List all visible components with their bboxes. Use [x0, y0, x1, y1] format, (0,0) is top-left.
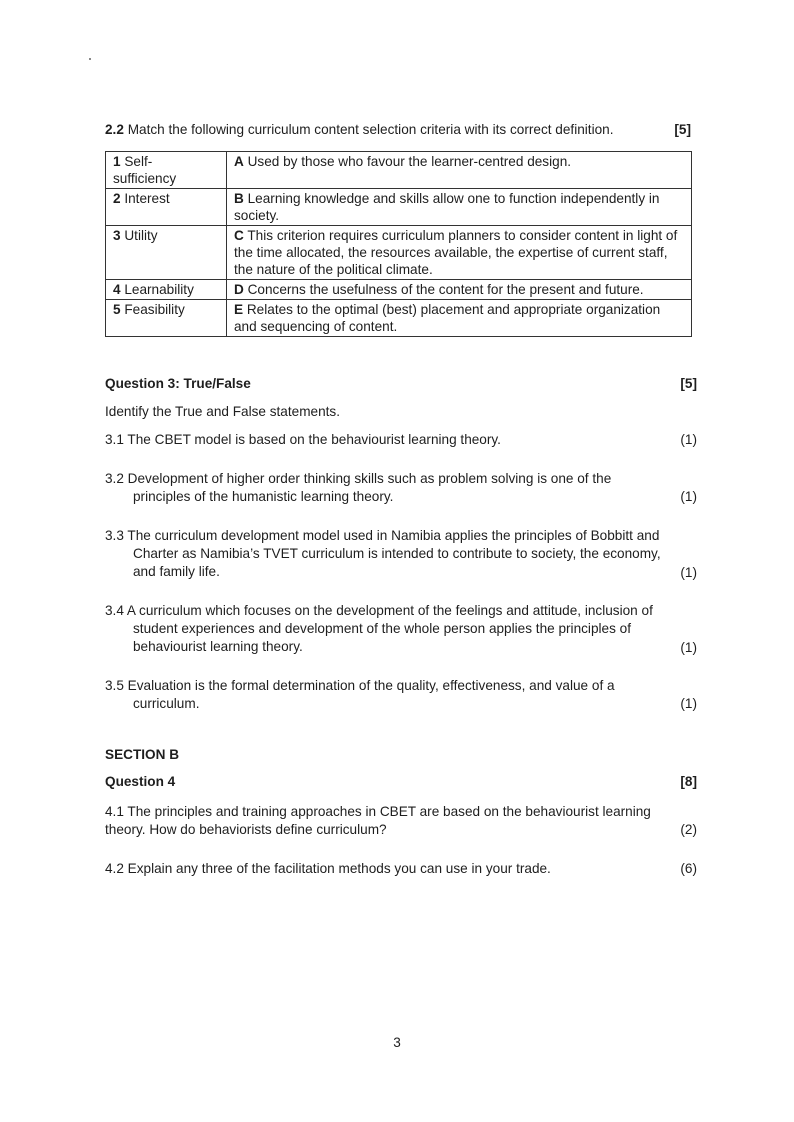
matching-table — [105, 151, 692, 337]
table-row — [106, 152, 692, 189]
criterion-cell: 3 Utility — [106, 226, 227, 280]
table-row — [106, 300, 692, 337]
item-marks: (1) — [680, 640, 697, 655]
item-marks: (6) — [680, 861, 697, 876]
item-marks: (1) — [680, 489, 697, 504]
question-marks: [8] — [680, 774, 697, 789]
definition-cell: C This criterion requires curriculum planners to consider content in light of the time allocated, the resources available, the expertise of current staff, the nature of the political climate. — [227, 226, 692, 280]
section-b-title: SECTION B — [105, 747, 180, 762]
table-row — [106, 189, 692, 226]
definition-cell: B Learning knowledge and skills allow one to function independently in society. — [227, 189, 692, 226]
item-marks: (1) — [680, 565, 697, 580]
question-4-2: 4.2 Explain any three of the facilitation methods you can use in your trade. (6) — [105, 861, 697, 876]
item-marks: (2) — [680, 822, 697, 837]
question-2-2-prompt — [105, 121, 697, 139]
definition-cell: D Concerns the usefulness of the content for the present and future. — [227, 280, 692, 300]
criterion-cell: 2 Interest — [106, 189, 227, 226]
question-3-instruction: Identify the True and False statements. — [105, 404, 340, 419]
statement-3-4: 3.4 A curriculum which focuses on the development of the feelings and attitude, inclusion of student experiences and development of the whole person applies the principles of behaviourist learning theory. (1) — [105, 603, 697, 655]
criterion-cell: 4 Learnability — [106, 280, 227, 300]
criterion-cell: 1 Self- sufficiency — [106, 152, 227, 189]
question-number: 2.2 — [105, 122, 124, 137]
statement-3-1: 3.1 The CBET model is based on the behaviourist learning theory. (1) — [105, 432, 697, 447]
definition-cell: A Used by those who favour the learner-centred design. — [227, 152, 692, 189]
item-marks: (1) — [680, 432, 697, 447]
table-row — [106, 280, 692, 300]
question-4-1: 4.1 The principles and training approaches in CBET are based on the behaviourist learning theory. How do behaviorists define curriculum? (2) — [105, 804, 697, 837]
scan-artifact — [89, 58, 91, 60]
page-number: 3 — [393, 1035, 401, 1050]
question-marks: [5] — [674, 122, 691, 137]
item-marks: (1) — [680, 696, 697, 711]
question-marks: [5] — [680, 376, 697, 391]
definition-cell: E Relates to the optimal (best) placement and appropriate organization and sequencing of content. — [227, 300, 692, 337]
statement-3-2: 3.2 Development of higher order thinking skills such as problem solving is one of the principles of the humanistic learning theory. (1) — [105, 471, 697, 504]
question-text: Match the following curriculum content selection criteria with its correct definition. — [127, 122, 614, 137]
criterion-cell: 5 Feasibility — [106, 300, 227, 337]
table-row — [106, 226, 692, 280]
question-4-title: Question 4 [8] — [105, 774, 697, 789]
statement-3-3: 3.3 The curriculum development model used in Namibia applies the principles of Bobbitt and Charter as Namibia’s TVET curriculum is intended to contribute to society, the economy, and family life. (1) — [105, 528, 697, 580]
statement-3-5: 3.5 Evaluation is the formal determination of the quality, effectiveness, and value of a curriculum. (1) — [105, 678, 697, 711]
question-3-title: Question 3: True/False [5] — [105, 376, 697, 391]
